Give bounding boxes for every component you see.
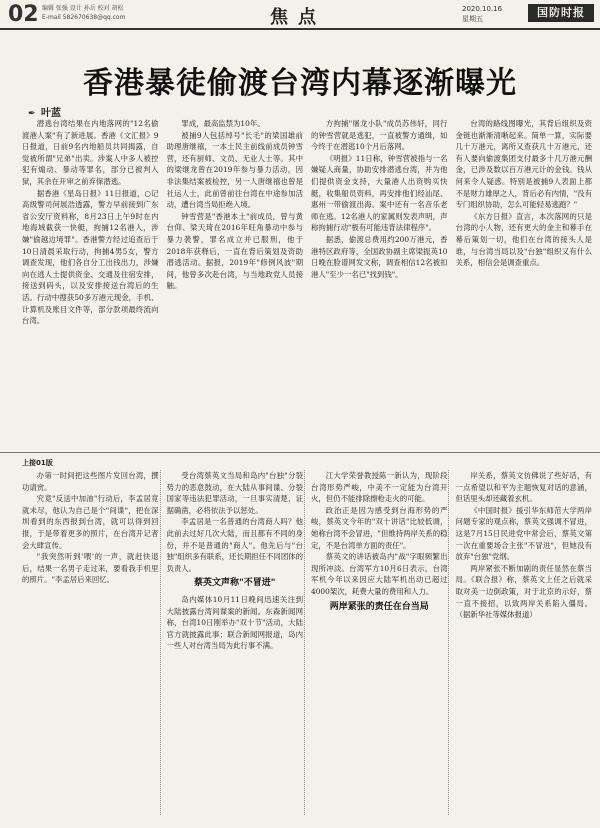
paragraph: 李孟居是一名普通的台湾商人吗？他此前去过好几次大陆，而且都有不同的身份，并不是普通的"商人"。他先后与"台独"组织多有联系，还长期担任不同团体的负责人。 [166,517,303,573]
subheading: 两岸紧张的责任在台当局 [329,601,429,612]
text-column [456,118,593,438]
paragraph: "我突然听到'喂'的一声，就赶快退后，结果一名男子走过来，要看我手机里的照片。"李孟居后来回忆。 [22,552,159,585]
paragraph: 台湾的路线图曝光，其背后组织及资金链也渐渐清晰起来。简单一算，实际要几十万港元，离所又查获几十万港元，还有人要向偷渡集团支付最多十几万港元酬金，已涉及数以百万港元计的金钱。钱从何来令人疑惑。特别是被捕9人表面上都不是财力雄厚之人，背后必有内情，"没有专门组织协助，怎么可能轻易逃跑？" [455,119,592,210]
issue-date-value: 2020.10.16 [462,5,503,13]
paragraph: 究竟"反送中加油"行动后，李孟居竟就未尽，他认为自己是个"间谍"，把在深圳看到的东西报到台湾，就可以得到回报，于是带着更多的照片，在台湾开记者会大肆宣传。 [22,494,159,550]
paragraph: 据悉，偷渡总费用约200万港元，香港特区政府等，全国政协副主席梁振英10日晚在脸谱网发文称，调查相信12名被扣港人"至少一名已"找到钱"。 [311,234,448,279]
paragraph: 江大学荣誉教授陈一新认为，现阶段台湾形势严峻，中美不一定能为台湾开火，但仍不能排除擦枪走火的可能。 [311,471,448,504]
text-column [311,470,448,815]
page-number: 02 [8,2,39,27]
continued-from-label: 上接01版 [22,459,53,467]
paragraph: 蔡英文的讲话被岛内"战"字眼频繁出现所冲淡。台湾军方10月6日表示，台湾军机今年以来因应大陆军机出动已超过4000架次，耗费大量的费用和人力。 [311,552,448,596]
editors-names: 编辑 张强 设计 孙岳 校对 胡松 [42,5,124,12]
paragraph: 方拘捕"屠龙小队"成员苏伟轩，同行的钟雪营就是逃犯，一直被警方通缉，如今终于在潜逃10个月后落网。 [311,119,448,152]
issue-weekday: 星期五 [462,15,483,23]
pen-icon: ✒ [28,109,36,119]
paragraph: 据香港《星岛日报》11日报道，○记高级警司何展浩透露，警方早前接到广东省公安厅资料称，8月23日上午9时在内地海域截获一快艇，拘捕12名港人，涉嫌"偷越边境罪"。香港警方经过追查后于10日清晨采取行动，拘捕4男5女，警方调查发现，他们各自分工出钱出力，涉嫌向在逃人士提供资金、交通及住宿安排，接送到码头，以及安排接送台湾后的生活。行动中搜获50多万港元现金，手机、计算机及账目文件等，部分款项最终流向台湾。 [22,188,159,326]
column-rule [448,470,449,815]
paragraph: 被捕9人包括绰号"长毛"的梁国雄前助理唐继禧，一本土民主前线前成员钟雪营，还有厨师、文员、无业人士等。其中的梁继龙曾在2019年参与暴力活动，因非法集结案被检控，另一人唐继禧也曾是社运人士，此前曾前往台湾在中途参加活动，遭台湾当局拒绝入境。 [166,130,303,210]
article-headline: 香港暴徒偷渡台湾内幕逐渐曝光 [83,66,517,101]
newspaper-logo: 国防时报 [528,4,594,22]
masthead [0,0,600,30]
paragraph: 《中国时报》援引华东师范大学两岸问题专家的观点称，蔡英文强调不冒进，这是7月15日民进党中常会后，蔡英文第一次在重要场合主张"不冒进"，但她没有放弃"台独"党纲。 [455,505,592,562]
article-body-top [22,118,592,438]
text-column [167,118,304,438]
paragraph: 岛内媒体10月11日晚间迅速关注到大陆披露台湾间谍案的新闻。东森新闻网称，台湾10日刚举办"双十节"活动，大陆官方就披露此事；联合新闻网报道，岛内一些人对台湾当局为此行事不满。 [166,594,303,651]
editor-credits [42,4,125,22]
text-column [22,118,159,438]
section-divider [0,452,600,453]
paragraph: 两岸紧张不断加剧的责任显然在蔡当局。《联合报》称，蔡英文上任之后就采取对美一边倒政策，对于北京的示好，蔡一直不接招，以致两岸关系陷入僵局。（据新华社等媒体报道） [455,563,592,620]
byline [28,104,61,119]
editor-email: E-mail 582670638@qq.com [42,14,126,21]
paragraph: 办第一时间把这些图片发回台湾，撰功请赏。 [22,471,159,492]
issue-date [462,4,502,24]
paragraph: 政治正是因为感受到台海形势的严峻，蔡英文今年的"双十讲话"比较低调，她称台湾不会冒进，"但维持两岸关系的稳定，不是台湾单方面的责任"。 [311,505,448,550]
paragraph: 潜逃台湾结果在内地落网的"12名偷渡港人案"有了新进展。香港《文汇报》9日报道，日前9名内地船员共同揭露，自觉被所谓"兄弟"出卖。涉案人中多人被控犯有煽动、暴动等罪名，部分已被判入狱，其余在开审之前弃保潜逃。 [22,119,159,186]
text-column [311,118,448,438]
column-rule [304,470,305,815]
article-body-bottom [22,470,592,815]
byline-author: 叶蓝 [41,108,62,119]
paragraph: 钟雪营是"香港本土"前成员，曾与黄台仰、梁天琦在2016年旺角暴动中参与暴力袭警，罪名成立并已服刑，他于2018年获释后，一直在背后策划及资助潜逃活动。据报，2019年"修例风波"期间，他曾多次赴台湾，与当地政党人员接触。 [166,211,303,291]
section-title: 焦点 [270,7,326,28]
text-column [167,470,304,815]
paragraph: 《明报》11日称，钟雪营被指与一名嫌疑人商量，协助安排潜逃台湾，并为他们提供资金支持，大量港人出资购买快艇，收集船员资料，再安排他们经汕尾、惠州一带偷渡出海。案中还有一名音乐老师在逃。12名港人的家属则发表声明，声称拘捕行动"极有可能违背法律程序"。 [311,153,448,233]
paragraph: 罪成，最高监禁为10年。 [181,119,265,128]
subheading: 蔡英文声称"不冒进" [194,578,276,589]
paragraph: 《东方日报》直言，本次落网的只是台湾的小人物，还有更大的金主和幕手在幕后策划一切，他们在台湾的接头人是谁，与台湾当局以及"台独"组织又有什么关系，相信会是调查重点。 [455,211,592,268]
column-rule [160,470,161,815]
paragraph: 岸关系，蔡英文仿佛说了些好话，有一点希望以和平为主题恢复对话的意涵，但话里头却还藏着玄机。 [455,471,592,504]
text-column [456,470,593,815]
text-column [22,470,159,815]
paragraph: 受台湾蔡英文当局和岛内"台独"分裂势力的恶意鼓动，在大陆从事间谍、分裂国家等违法犯罪活动，一旦事实清楚、证据确凿，必将依法予以惩处。 [166,471,303,515]
